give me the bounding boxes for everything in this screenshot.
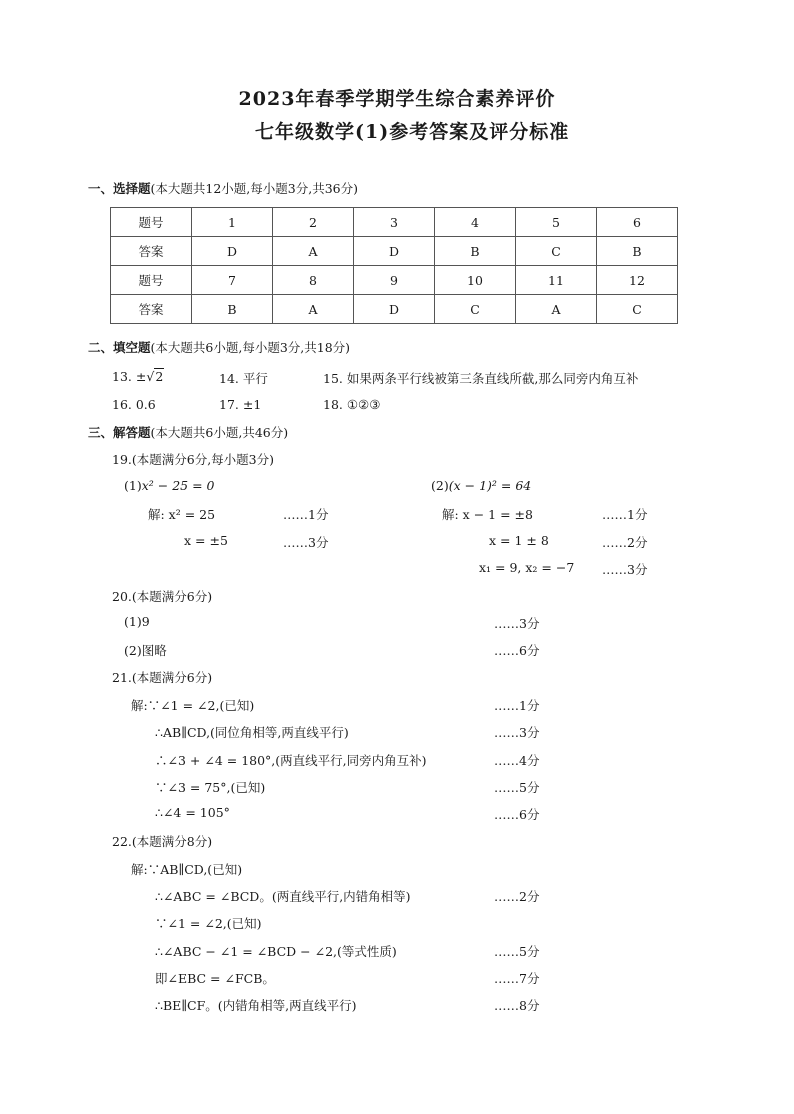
score: ……7分	[494, 971, 540, 986]
section-1-note: (本大题共12小题,每小题3分,共36分)	[150, 181, 358, 196]
q19-part1-step2: x = ±5	[184, 533, 228, 548]
table-cell: 5	[516, 208, 597, 237]
table-cell: 10	[435, 266, 516, 295]
table-cell: 答案	[111, 237, 192, 266]
section-2-title: 二、填空题	[88, 340, 151, 355]
answer-17: 17. ±1	[219, 397, 262, 412]
q19-part2-step2: x = 1 ± 8	[489, 533, 549, 548]
table-cell: B	[192, 295, 273, 324]
section-1-heading	[88, 179, 358, 197]
table-cell: 6	[597, 208, 678, 237]
score: ……1分	[602, 507, 648, 522]
table-cell: 答案	[111, 295, 192, 324]
q22-line-6: ∴BE∥CF。(内错角相等,两直线平行)	[155, 998, 357, 1013]
table-row	[111, 237, 678, 266]
q19-part2-step1: 解: x − 1 = ±8	[442, 507, 533, 522]
score: ……2分	[602, 535, 648, 550]
section-2-note: (本大题共6小题,每小题3分,共18分)	[150, 340, 351, 355]
score: ……8分	[494, 998, 540, 1013]
table-cell: 12	[597, 266, 678, 295]
table-cell: D	[354, 295, 435, 324]
answer-15: 15. 如果两条平行线被第三条直线所截,那么同旁内角互补	[323, 371, 639, 386]
score: ……1分	[283, 507, 329, 522]
q21-line-5: ∴∠4 = 105°	[155, 805, 230, 820]
q22-line-5: 即∠EBC = ∠FCB。	[155, 971, 275, 986]
score: ……5分	[494, 780, 540, 795]
table-cell: C	[516, 237, 597, 266]
table-cell: 4	[435, 208, 516, 237]
table-row	[111, 266, 678, 295]
table-cell: 7	[192, 266, 273, 295]
score: ……6分	[494, 643, 540, 658]
q21-line-4: ∵∠3 = 75°,(已知)	[155, 780, 266, 795]
q19-part1-equation: (1)x² − 25 = 0	[124, 478, 215, 493]
table-cell: A	[516, 295, 597, 324]
table-cell: 9	[354, 266, 435, 295]
table-cell: 2	[273, 208, 354, 237]
q20-line-1: (1)9	[124, 614, 150, 629]
score: ……3分	[494, 616, 540, 631]
table-row	[111, 295, 678, 324]
score: ……4分	[494, 753, 540, 768]
table-cell: 题号	[111, 208, 192, 237]
table-cell: D	[354, 237, 435, 266]
q22-line-4: ∴∠ABC − ∠1 = ∠BCD − ∠2,(等式性质)	[155, 944, 397, 959]
table-cell: 8	[273, 266, 354, 295]
score: ……5分	[494, 944, 540, 959]
q22-header: 22.(本题满分8分)	[112, 834, 213, 849]
score: ……3分	[283, 535, 329, 550]
sqrt-sign-icon: √	[146, 369, 155, 384]
q19-header: 19.(本题满分6分,每小题3分)	[112, 452, 275, 467]
table-cell: 3	[354, 208, 435, 237]
table-cell: 11	[516, 266, 597, 295]
table-cell: B	[435, 237, 516, 266]
section-3-note: (本大题共6小题,共46分)	[150, 425, 289, 440]
q22-line-3: ∵∠1 = ∠2,(已知)	[155, 916, 262, 931]
answer-14: 14. 平行	[219, 371, 268, 386]
table-cell: B	[597, 237, 678, 266]
table-cell: C	[597, 295, 678, 324]
section-3-title: 三、解答题	[88, 425, 151, 440]
q21-header: 21.(本题满分6分)	[112, 670, 213, 685]
table-row	[111, 208, 678, 237]
q20-header: 20.(本题满分6分)	[112, 589, 213, 604]
table-cell: C	[435, 295, 516, 324]
q22-line-1: 解:∵AB∥CD,(已知)	[131, 862, 243, 877]
score: ……3分	[494, 725, 540, 740]
score: ……6分	[494, 807, 540, 822]
answer-table	[110, 207, 678, 324]
section-1-title: 一、选择题	[88, 181, 151, 196]
section-3-heading	[88, 423, 288, 441]
table-cell: 1	[192, 208, 273, 237]
q19-part2-step3: x₁ = 9, x₂ = −7	[479, 560, 575, 575]
page-title: 2023年春季学期学生综合素养评价	[238, 88, 556, 110]
q21-line-2: ∴AB∥CD,(同位角相等,两直线平行)	[155, 725, 349, 740]
q19-part2-equation: (2)(x − 1)² = 64	[431, 478, 532, 493]
score: ……3分	[602, 562, 648, 577]
section-2-heading	[88, 338, 350, 356]
q21-line-3: ∴∠3 + ∠4 = 180°,(两直线平行,同旁内角互补)	[155, 753, 427, 768]
answer-16: 16. 0.6	[112, 397, 156, 412]
score: ……1分	[494, 698, 540, 713]
score: ……2分	[494, 889, 540, 904]
q21-line-1: 解:∵∠1 = ∠2,(已知)	[131, 698, 255, 713]
answer-18: 18. ①②③	[323, 397, 381, 412]
table-cell: 题号	[111, 266, 192, 295]
table-cell: D	[192, 237, 273, 266]
page-subtitle: 七年级数学(1)参考答案及评分标准	[255, 121, 570, 143]
table-cell: A	[273, 295, 354, 324]
q20-line-2: (2)图略	[124, 643, 167, 658]
answer-13: 13. ±√2	[112, 369, 164, 384]
q22-line-2: ∴∠ABC = ∠BCD。(两直线平行,内错角相等)	[155, 889, 411, 904]
q19-part1-step1: 解: x² = 25	[148, 507, 216, 522]
table-cell: A	[273, 237, 354, 266]
